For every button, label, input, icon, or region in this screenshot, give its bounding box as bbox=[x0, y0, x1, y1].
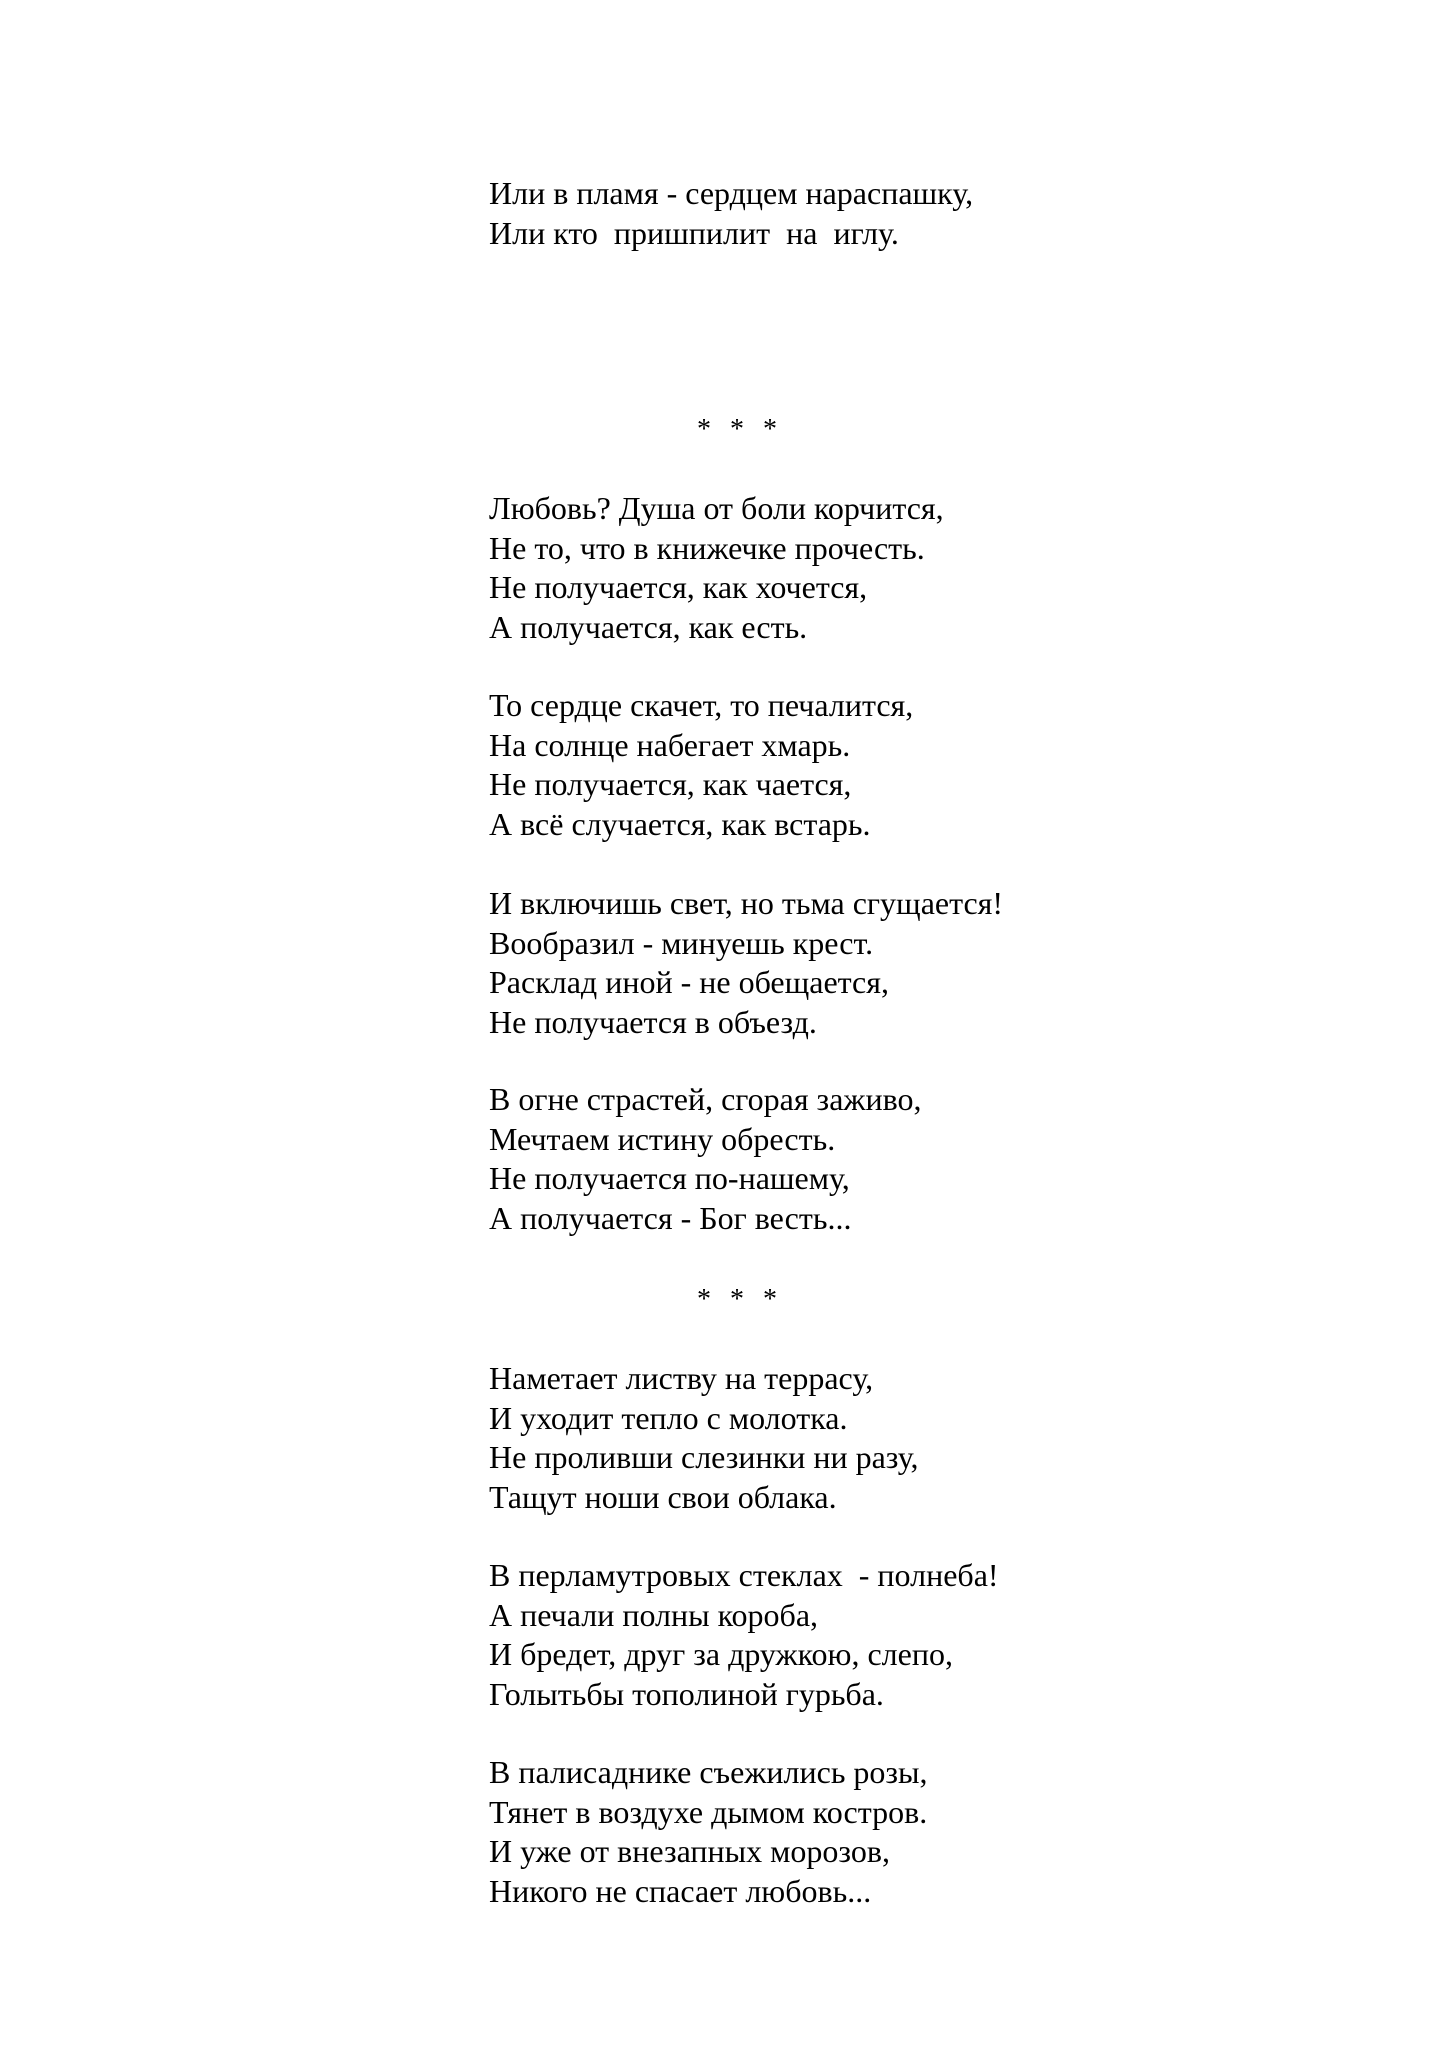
stanza bbox=[489, 1753, 928, 1911]
stanza bbox=[489, 1359, 919, 1517]
poem-line: Не проливши слезинки ни разу, bbox=[489, 1439, 919, 1475]
section-separator: * * * bbox=[697, 1284, 783, 1315]
stanza bbox=[489, 1080, 922, 1238]
poem-line: Тянет в воздухе дымом костров. bbox=[489, 1793, 928, 1830]
stanza bbox=[489, 1556, 999, 1714]
poem-fragment bbox=[489, 174, 973, 253]
poem-line: А получается - Бог весть... bbox=[489, 1199, 852, 1236]
poem-line: Не получается по-нашему, bbox=[489, 1160, 850, 1196]
poem-line: Вообразил - минуешь крест. bbox=[489, 924, 874, 961]
poem-line: И включишь свет, но тьма сгущается! bbox=[489, 885, 1004, 921]
poem-line: Любовь? Душа от боли корчится, bbox=[489, 490, 944, 526]
poem-line: И уходит тепло с молотка. bbox=[489, 1399, 848, 1436]
stanza bbox=[489, 489, 944, 647]
stanza bbox=[489, 686, 913, 844]
poem-line: Наметает листву на террасу, bbox=[489, 1360, 874, 1396]
section-separator: * * * bbox=[697, 414, 783, 445]
poem-line: И уже от внезапных морозов, bbox=[489, 1833, 890, 1869]
poem-line: А получается, как есть. bbox=[489, 608, 808, 645]
poem-line: А печали полны короба, bbox=[489, 1596, 819, 1633]
poem-line: Не получается, как чается, bbox=[489, 766, 852, 802]
stanza bbox=[489, 884, 1003, 1042]
poem-line: Не получается в объезд. bbox=[489, 1003, 817, 1040]
poem-line: И бредет, друг за дружкою, слепо, bbox=[489, 1636, 953, 1672]
poem-line: Или кто пришпилит на иглу. bbox=[489, 214, 899, 251]
poem-line: Не то, что в книжечке прочесть. bbox=[489, 529, 925, 566]
poem-line: Или в пламя - сердцем нараспашку, bbox=[489, 175, 974, 211]
poem-line: Никого не спасает любовь... bbox=[489, 1872, 872, 1909]
poem-line: Голытьбы тополиной гурьба. bbox=[489, 1675, 884, 1712]
poem-line: В огне страстей, сгорая заживо, bbox=[489, 1081, 922, 1117]
poem-line: В палисаднике съежились розы, bbox=[489, 1754, 928, 1790]
poem-line: А всё случается, как встарь. bbox=[489, 805, 871, 842]
poem-line: Не получается, как хочется, bbox=[489, 569, 868, 605]
poem-line: В перламутровых стеклах - полнеба! bbox=[489, 1557, 999, 1593]
poem-line: То сердце скачет, то печалится, bbox=[489, 687, 914, 723]
poem-line: На солнце набегает хмарь. bbox=[489, 726, 851, 763]
poem-line: Мечтаем истину обресть. bbox=[489, 1120, 836, 1157]
poem-line: Расклад иной - не обещается, bbox=[489, 964, 889, 1000]
poem-line: Тащут ноши свои облака. bbox=[489, 1478, 837, 1515]
